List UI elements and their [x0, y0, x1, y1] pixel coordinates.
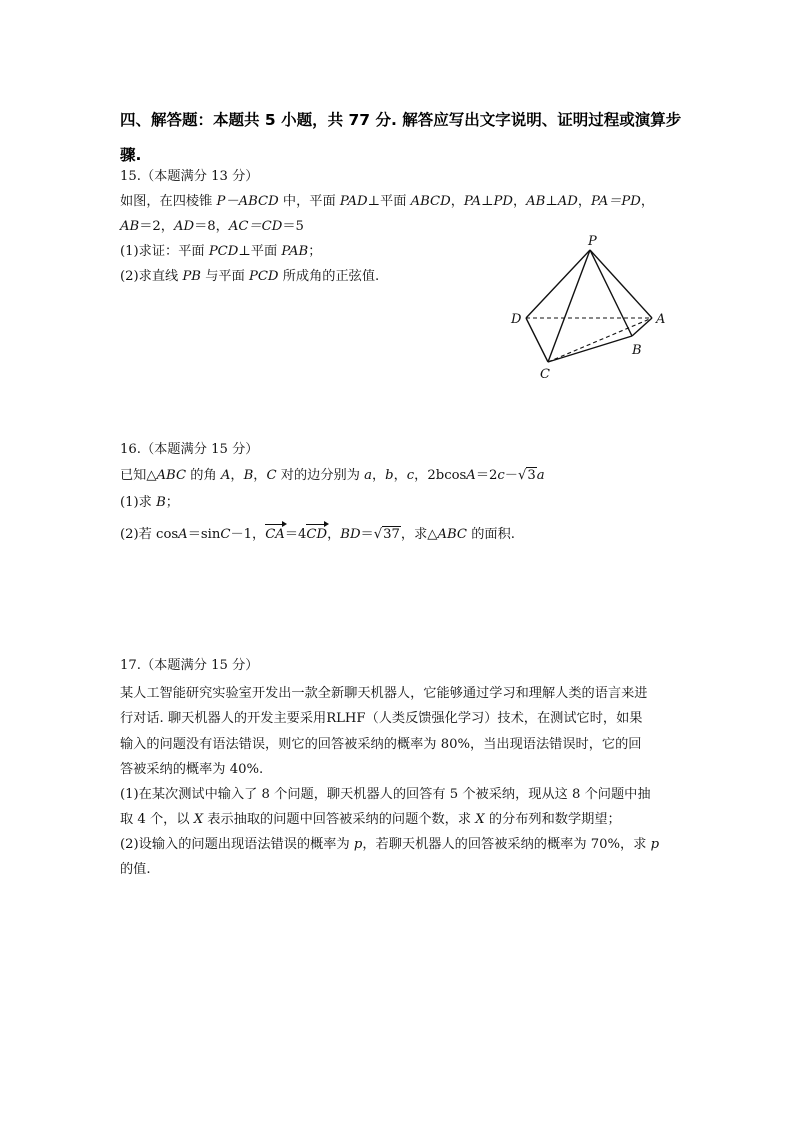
section-title-line1: 四、解答题：本题共 5 小题，共 77 分. 解答应写出文字说明、证明过程或演算步: [120, 111, 682, 129]
q17-header: 17.（本题满分 15 分）: [120, 658, 259, 673]
edge-PA: [590, 250, 652, 318]
q17-part1-line1: (1)在某次测试中输入了 8 个问题，聊天机器人的回答有 5 个被采纳，现从这 8 个问题中抽: [120, 787, 651, 802]
vector-CA: CA: [265, 527, 285, 542]
q17-para-line2: 行对话. 聊天机器人的开发主要采用RLHF（人类反馈强化学习）技术，在测试它时，如果: [120, 711, 643, 726]
q16-part2: (2)若 cosA＝sinC－1，CA＝4CD，BD＝√37，求△ABC 的面积.: [120, 527, 515, 542]
q15-part1: (1)求证：平面 PCD⊥平面 PAB；: [120, 244, 322, 259]
q16-line1: 已知△ABC 的角 A，B，C 对的边分别为 a，b，c，2bcosA＝2c－√3a: [120, 468, 545, 483]
vector-CD: CD: [306, 527, 328, 542]
q17-part2-line1: (2)设输入的问题出现语法错误的概率为 p，若聊天机器人的回答被采纳的概率为 70%，求 p: [120, 837, 660, 852]
q17-part1-line2: 取 4 个，以 X 表示抽取的问题中回答被采纳的问题个数，求 X 的分布列和数学期望；: [120, 812, 621, 827]
edge-PD: [526, 250, 590, 318]
q16-part1: (1)求 B；: [120, 495, 179, 510]
q17-part2-line2: 的值.: [120, 862, 151, 877]
edge-BA: [632, 318, 652, 336]
edge-CB: [548, 336, 632, 362]
q17-para-line1: 某人工智能研究实验室开发出一款全新聊天机器人，它能够通过学习和理解人类的语言来进: [120, 686, 648, 701]
pyramid-figure: [506, 232, 686, 382]
q15-header: 15.（本题满分 13 分）: [120, 169, 259, 184]
label-C: C: [540, 367, 550, 382]
label-D: D: [511, 312, 522, 327]
edge-DC: [526, 318, 548, 362]
label-B: B: [632, 343, 642, 358]
q15-line1: 如图，在四棱锥 P－ABCD 中，平面 PAD⊥平面 ABCD，PA⊥PD，AB⊥AD，PA＝PD，: [120, 194, 655, 209]
edge-PB: [590, 250, 632, 336]
edge-PC: [548, 250, 590, 362]
sqrt-37: √37: [373, 527, 400, 542]
label-P: P: [588, 234, 597, 249]
q15-part2: (2)求直线 PB 与平面 PCD 所成角的正弦值.: [120, 269, 380, 284]
label-A: A: [656, 312, 666, 327]
q17-para-line4: 答被采纳的概率为 40%.: [120, 762, 264, 777]
q15-line2: AB＝2，AD＝8，AC＝CD＝5: [120, 219, 304, 234]
sqrt-3: √3: [517, 468, 536, 483]
section-title-line2: 骤.: [120, 146, 142, 164]
q16-header: 16.（本题满分 15 分）: [120, 442, 259, 457]
q17-para-line3: 输入的问题没有语法错误，则它的回答被采纳的概率为 80%，当出现语法错误时，它的回: [120, 737, 642, 752]
